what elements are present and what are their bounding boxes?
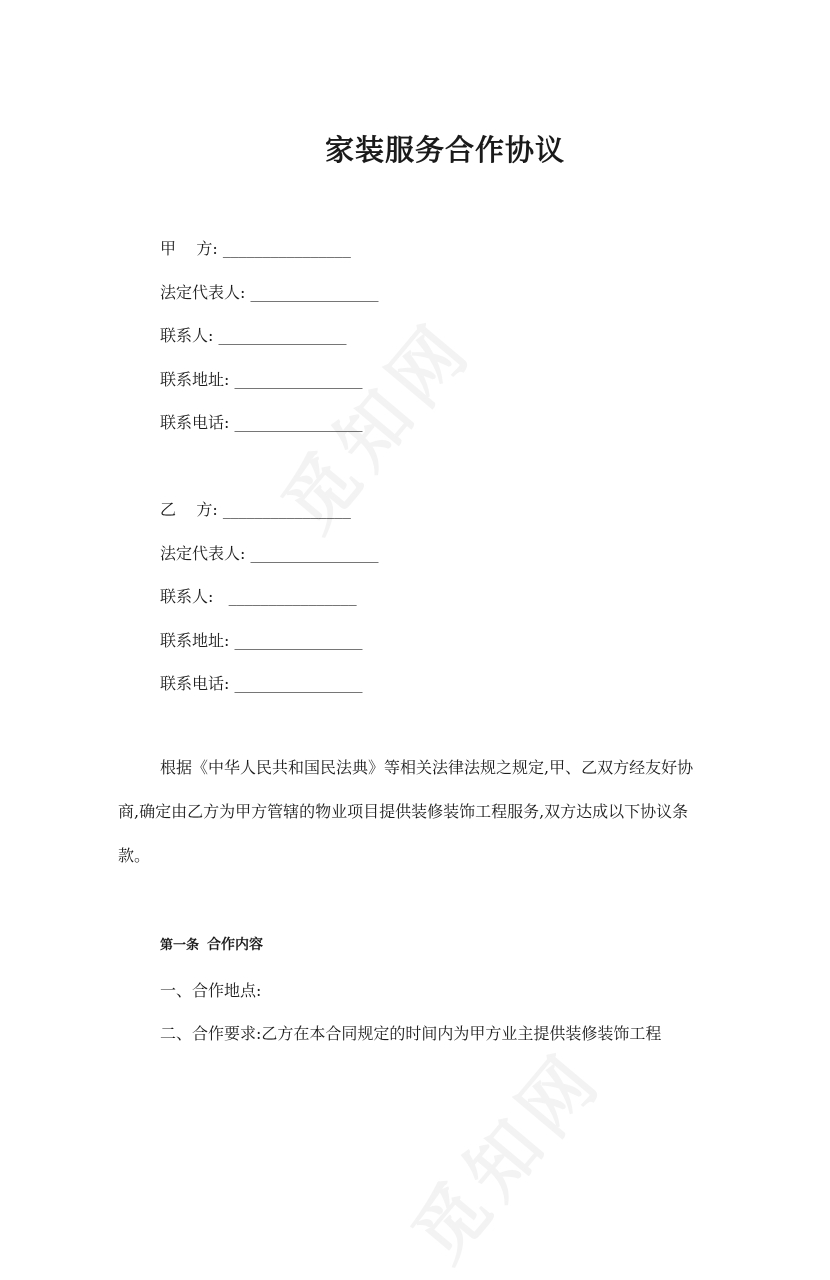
intro-paragraph: 根据《中华人民共和国民法典》等相关法律法规之规定,甲、乙双方经友好协商,确定由乙方为甲方管辖的物业项目提供装修装饰工程服务,双方达成以下协议条款。	[118, 758, 694, 865]
party-b-name-line: 乙 方: ________________	[160, 500, 351, 519]
article-item-2: 二、合作要求:乙方在本合同规定的时间内为甲方业主提供装修装饰工程	[160, 1024, 662, 1043]
article-number: 第一条	[160, 938, 200, 953]
party-b-representative-line: 法定代表人: ________________	[160, 544, 379, 563]
article-title: 合作内容	[207, 937, 264, 953]
party-b-phone-line: 联系电话: ________________	[160, 674, 363, 693]
watermark	[384, 1024, 622, 1279]
party-a-phone-line: 联系电话: ________________	[160, 413, 363, 432]
party-b-address-line: 联系地址: ________________	[160, 631, 363, 650]
article-heading	[160, 934, 263, 954]
party-b-contact-line: 联系人: ________________	[160, 587, 357, 606]
document-title: 家装服务合作协议	[324, 133, 565, 167]
party-a-name-line: 甲 方: ________________	[160, 239, 351, 258]
party-a-address-line: 联系地址: ________________	[160, 370, 363, 389]
party-a-representative-line: 法定代表人: ________________	[160, 283, 379, 302]
party-a-contact-line: 联系人: ________________	[160, 326, 347, 345]
article-item-1: 一、合作地点:	[160, 981, 262, 1000]
